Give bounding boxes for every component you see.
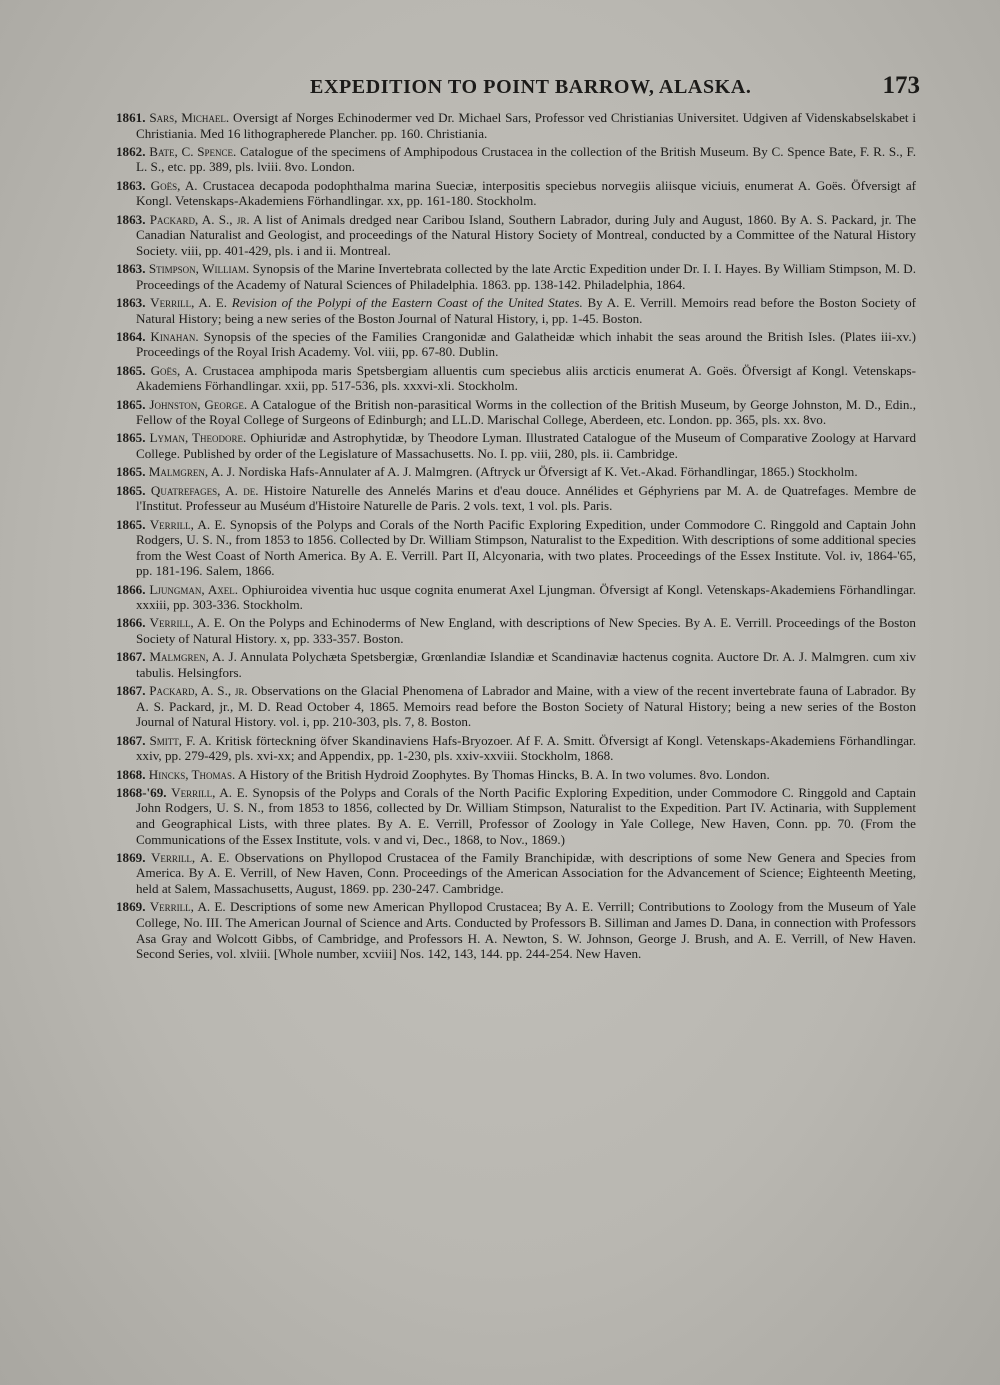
entry-year: 1864. [116,328,146,344]
entry-text: Synopsis of the Polyps and Corals of the North Pacific Exploring Expedition, under Commodore C. Ringgold and Captain John Rodgers, U. S. N., from 1853 to 1856. Collected by Dr. William Stimpson, Naturalist to the Expedition. With descriptions of some additional species from the West Coast of North America. By A. E. Verrill. Part II, Alcyonaria, with two plates. Proceedings of the Essex Institute. Vol. iv, 1864-'65, pp. 181-196. Salem, 1866. [136,516,916,579]
entry-text: Synopsis of the Polyps and Corals of the North Pacific Exploring Expedition, under Commodore C. Ringgold and Captain John Rodgers, U. S. N., from 1853 to 1856, collected by Dr. William Stimpson, Naturalist to the Expedition. Part IV. Actinaria, with Supplement and Geographical Lists, with three plates. By A. E. Verrill, Professor of Zoology in Yale College, New Haven, Conn. pp. 70. (From the Communications of the Essex Institute, vols. v and vi, Dec., 1868, to Nov., 1869.) [136,784,916,847]
bibliography-entry [116,683,916,730]
bibliography-entry [116,430,916,461]
entry-year: 1863. [116,261,146,277]
entry-year: 1865. [116,516,146,532]
entry-year: 1863. [116,211,146,227]
entry-year: 1865. [116,396,146,412]
entry-year: 1869. [116,899,146,915]
entry-text: Catalogue of the specimens of Amphipodous Crustacea in the collection of the British Museum. By C. Spence Bate, F. R. S., F. L. S., etc. pp. 389, pls. lviii. 8vo. London. [136,143,916,175]
bibliography-entry [116,899,916,961]
entry-author: Goës, A. [150,177,198,193]
entry-author: Hincks, Thomas. [148,766,236,782]
entry-author: Verrill, A. E. [149,615,226,631]
bibliography-entry [116,178,916,209]
bibliography-entry [116,785,916,847]
entry-year: 1867. [116,683,146,699]
bibliography-entry [116,649,916,680]
entry-author: Verrill, A. E. [171,784,248,800]
page-title: EXPEDITION TO POINT BARROW, ALASKA. [310,76,752,98]
entry-author: Packard, A. S., jr. [149,211,250,227]
entry-text: A list of Animals dredged near Caribou Island, Southern Labrador, during July and August, 1860. By A. S. Packard, jr. The Canadian Naturalist and Geologist, and proceedings of the Natural History Society of Montreal, conducted by a Committee of the Natural History Society. viii, pp. 401-429, pls. i and ii. Montreal. [136,211,917,258]
entry-year: 1865. [116,464,146,480]
entry-year: 1863. [116,294,146,310]
entry-author: Goës, A. [150,362,198,378]
entry-text: Descriptions of some new American Phyllopod Crustacea; By A. E. Verrill; Contributions to Zoology from the Museum of Yale College, No. III. The American Journal of Science and Arts. Conducted by Professors B. Silliman and James D. Dana, in connection with Professors Asa Gray and Wolcott Gibbs, of Cambridge, and Professors H. A. Newton, S. W. Johnson, George J. Brush, and A. E. Verrill, of New Haven. Second Series, vol. xlviii. [Whole number, xcviii] Nos. 142, 143, 144. pp. 244-254. New Haven. [136,899,916,962]
entry-text: Ophiuroidea viventia huc usque cognita enumerat Axel Ljungman. Öfversigt af Kongl. Vetenskaps-Akademiens Förhandlingar. xxxiii, pp. 303-336. Stockholm. [136,581,916,613]
entry-text: Observations on the Glacial Phenomena of Labrador and Maine, with a view of the recent invertebrate fauna of Labrador. By A. S. Packard, jr., M. D. Read October 4, 1865. Memoirs read before the Boston Society of Natural History; being a new series of the Boston Journal of Natural History. vol. i, pp. 210-303, pls. 7, 8. Boston. [136,683,916,730]
entry-author: Packard, A. S., jr. [149,683,248,699]
entry-year: 1865. [116,482,146,498]
bibliography-entry [116,615,916,646]
bibliography-entry [116,850,916,897]
entry-text: A Catalogue of the British non-parasitical Worms in the collection of the British Museum, by George Johnston, M. D., Edin., Fellow of the Royal College of Surgeons of Edinburgh; and LL.D. Marischal College, Aberdeen, etc. London. pp. 365, pls. xx. 8vo. [136,396,916,428]
entry-author: Stimpson, William. [148,261,250,277]
bibliography-entry [116,144,916,175]
entry-year: 1865. [116,362,146,378]
entry-year: 1866. [116,581,146,597]
bibliography-entry [116,517,916,579]
entry-text: Crustacea decapoda podophthalma marina Sueciæ, interpositis speciebus norvegiis aliisque viciuis, enumerat A. Goës. Öfversigt af Kongl. Vetenskaps-Akademiens Förhandlingar. xx, pp. 161-180. Stockholm. [136,177,916,209]
entry-text: A History of the British Hydroid Zoophytes. By Thomas Hincks, B. A. In two volumes. 8vo. London. [237,766,770,782]
entry-author: Ljungman, Axel. [149,581,239,597]
entry-text: Ophiuridæ and Astrophytidæ, by Theodore Lyman. Illustrated Catalogue of the Museum of Comparative Zoology at Harvard College. Published by order of the Legislature of Massachusetts. No. I. pp. viii, 280, pls. ii. Cambridge. [136,430,916,462]
entry-author: Quatrefages, A. de. [150,482,259,498]
bibliography-entry [116,464,916,480]
entry-text: Crustacea amphipoda maris Spetsbergiam alluentis cum speciebus aliis arcticis enumerat A. Goës. Öfversigt af Kongl. Vetenskaps-Akademiens Förhandlingar. xxii, pp. 517-536, pls. xxxvi-xli. Stockholm. [136,362,916,394]
bibliography-entry [116,295,916,326]
entry-text: Histoire Naturelle des Annelés Marins et d'eau douce. Annélides et Géphyriens par M. A. de Quatrefages. Membre de l'Institut. Professeur au Muséum d'Histoire Naturelle de Paris. 2 vols. text, 1 vol. pls. Paris. [136,482,917,514]
entry-author: Lyman, Theodore. [149,430,247,446]
entry-text: Nordiska Hafs-Annulater af A. J. Malmgren. (Aftryck ur Öfversigt af K. Vet.-Akad. Förhandlingar, 1865.) Stockholm. [238,464,858,480]
entry-text: Kritisk förteckning öfver Skandinaviens Hafs-Bryozoer. Af F. A. Smitt. Öfversigt af Kongl. Vetenskaps-Akademiens Förhandlingar. xxiv, pp. 279-429, pls. xvi-xx; and Appendix, pp. 1-230, pls. xxiv-xxviii. Stockholm, 1868. [136,732,916,764]
bibliography-list [116,110,916,964]
entry-year: 1862. [116,143,146,159]
entry-text: Annulata Polychæta Spetsbergiæ, Grœnlandiæ Islandiæ et Scandinaviæ hactenus cognita. Auctore Dr. A. J. Malmgren. cum xiv tabulis. Helsingfors. [136,649,916,680]
page-number: 173 [882,72,920,99]
entry-text: Oversigt af Norges Echinodermer ved Dr. Michael Sars, Professor ved Christianias Universitet. Udgiven af Videnskabselskabet i Christiania. Med 16 lithographerede Plancher. pp. 160. Christiania. [136,110,917,141]
entry-author: Verrill, A. E. [149,899,226,915]
entry-year: 1867. [116,649,146,665]
entry-year: 1868. [116,766,146,782]
entry-year: 1867. [116,732,146,748]
entry-author: Verrill, A. E. [149,516,226,532]
bibliography-entry [116,733,916,764]
entry-author: Bate, C. Spence. [149,143,237,159]
entry-text: By A. E. Verrill. Memoirs read before the Boston Society of Natural History; being a new series of the Boston Journal of Natural History, i, pp. 1-45. Boston. [136,294,916,326]
entry-year: 1863. [116,177,146,193]
entry-year: 1866. [116,615,146,631]
entry-text: On the Polyps and Echinoderms of New England, with descriptions of New Species. By A. E. Verrill. Proceedings of the Boston Society of Natural History. x, pp. 333-357. Boston. [136,615,916,647]
entry-author: Malmgren, A. J. [148,464,236,480]
entry-author: Kinahan. [150,328,199,344]
entry-year: 1861. [116,110,146,125]
bibliography-entry [116,767,916,783]
bibliography-entry [116,582,916,613]
entry-author: Johnston, George. [149,396,248,412]
entry-italic-title: Revision of the Polypi of the Eastern Coast of the United States. [231,294,583,310]
entry-author: Verrill, A. E. [150,849,230,865]
entry-author: Sars, Michael. [149,110,230,125]
running-head [310,72,920,106]
entry-year: 1865. [116,430,146,446]
entry-text: Observations on Phyllopod Crustacea of the Family Branchipidæ, with descriptions of some New Genera and Species from America. By A. E. Verrill, of New Haven, Conn. Proceedings of the American Association for the Advancement of Science; Eighteenth Meeting, held at Salem, Massachusetts, August, 1869. pp. 230-247. Cambridge. [136,849,916,897]
bibliography-entry [116,397,916,428]
entry-text: Synopsis of the Marine Invertebrata collected by the late Arctic Expedition under Dr. I. I. Hayes. By William Stimpson, M. D. Proceedings of the Academy of Natural Sciences of Philadelphia. 1863. pp. 138-142. Philadelphia, 1864. [136,261,916,292]
entry-text: Synopsis of the species of the Families Crangonidæ and Galatheidæ which inhabit the seas around the British Isles. (Plates iii-xv.) Proceedings of the Royal Irish Academy. Vol. viii, pp. 67-80. Dublin. [136,328,916,360]
bibliography-entry [116,261,916,292]
bibliography-entry [116,483,916,514]
entry-author: Malmgren, A. J. [149,649,237,665]
bibliography-entry [116,363,916,394]
entry-year: 1868-'69. [116,784,167,800]
entry-year: 1869. [116,849,146,865]
bibliography-entry [116,212,916,259]
entry-author: Verrill, A. E. [150,294,228,310]
entry-author: Smitt, F. A. [149,732,212,748]
bibliography-entry [116,110,916,141]
bibliography-entry [116,329,916,360]
